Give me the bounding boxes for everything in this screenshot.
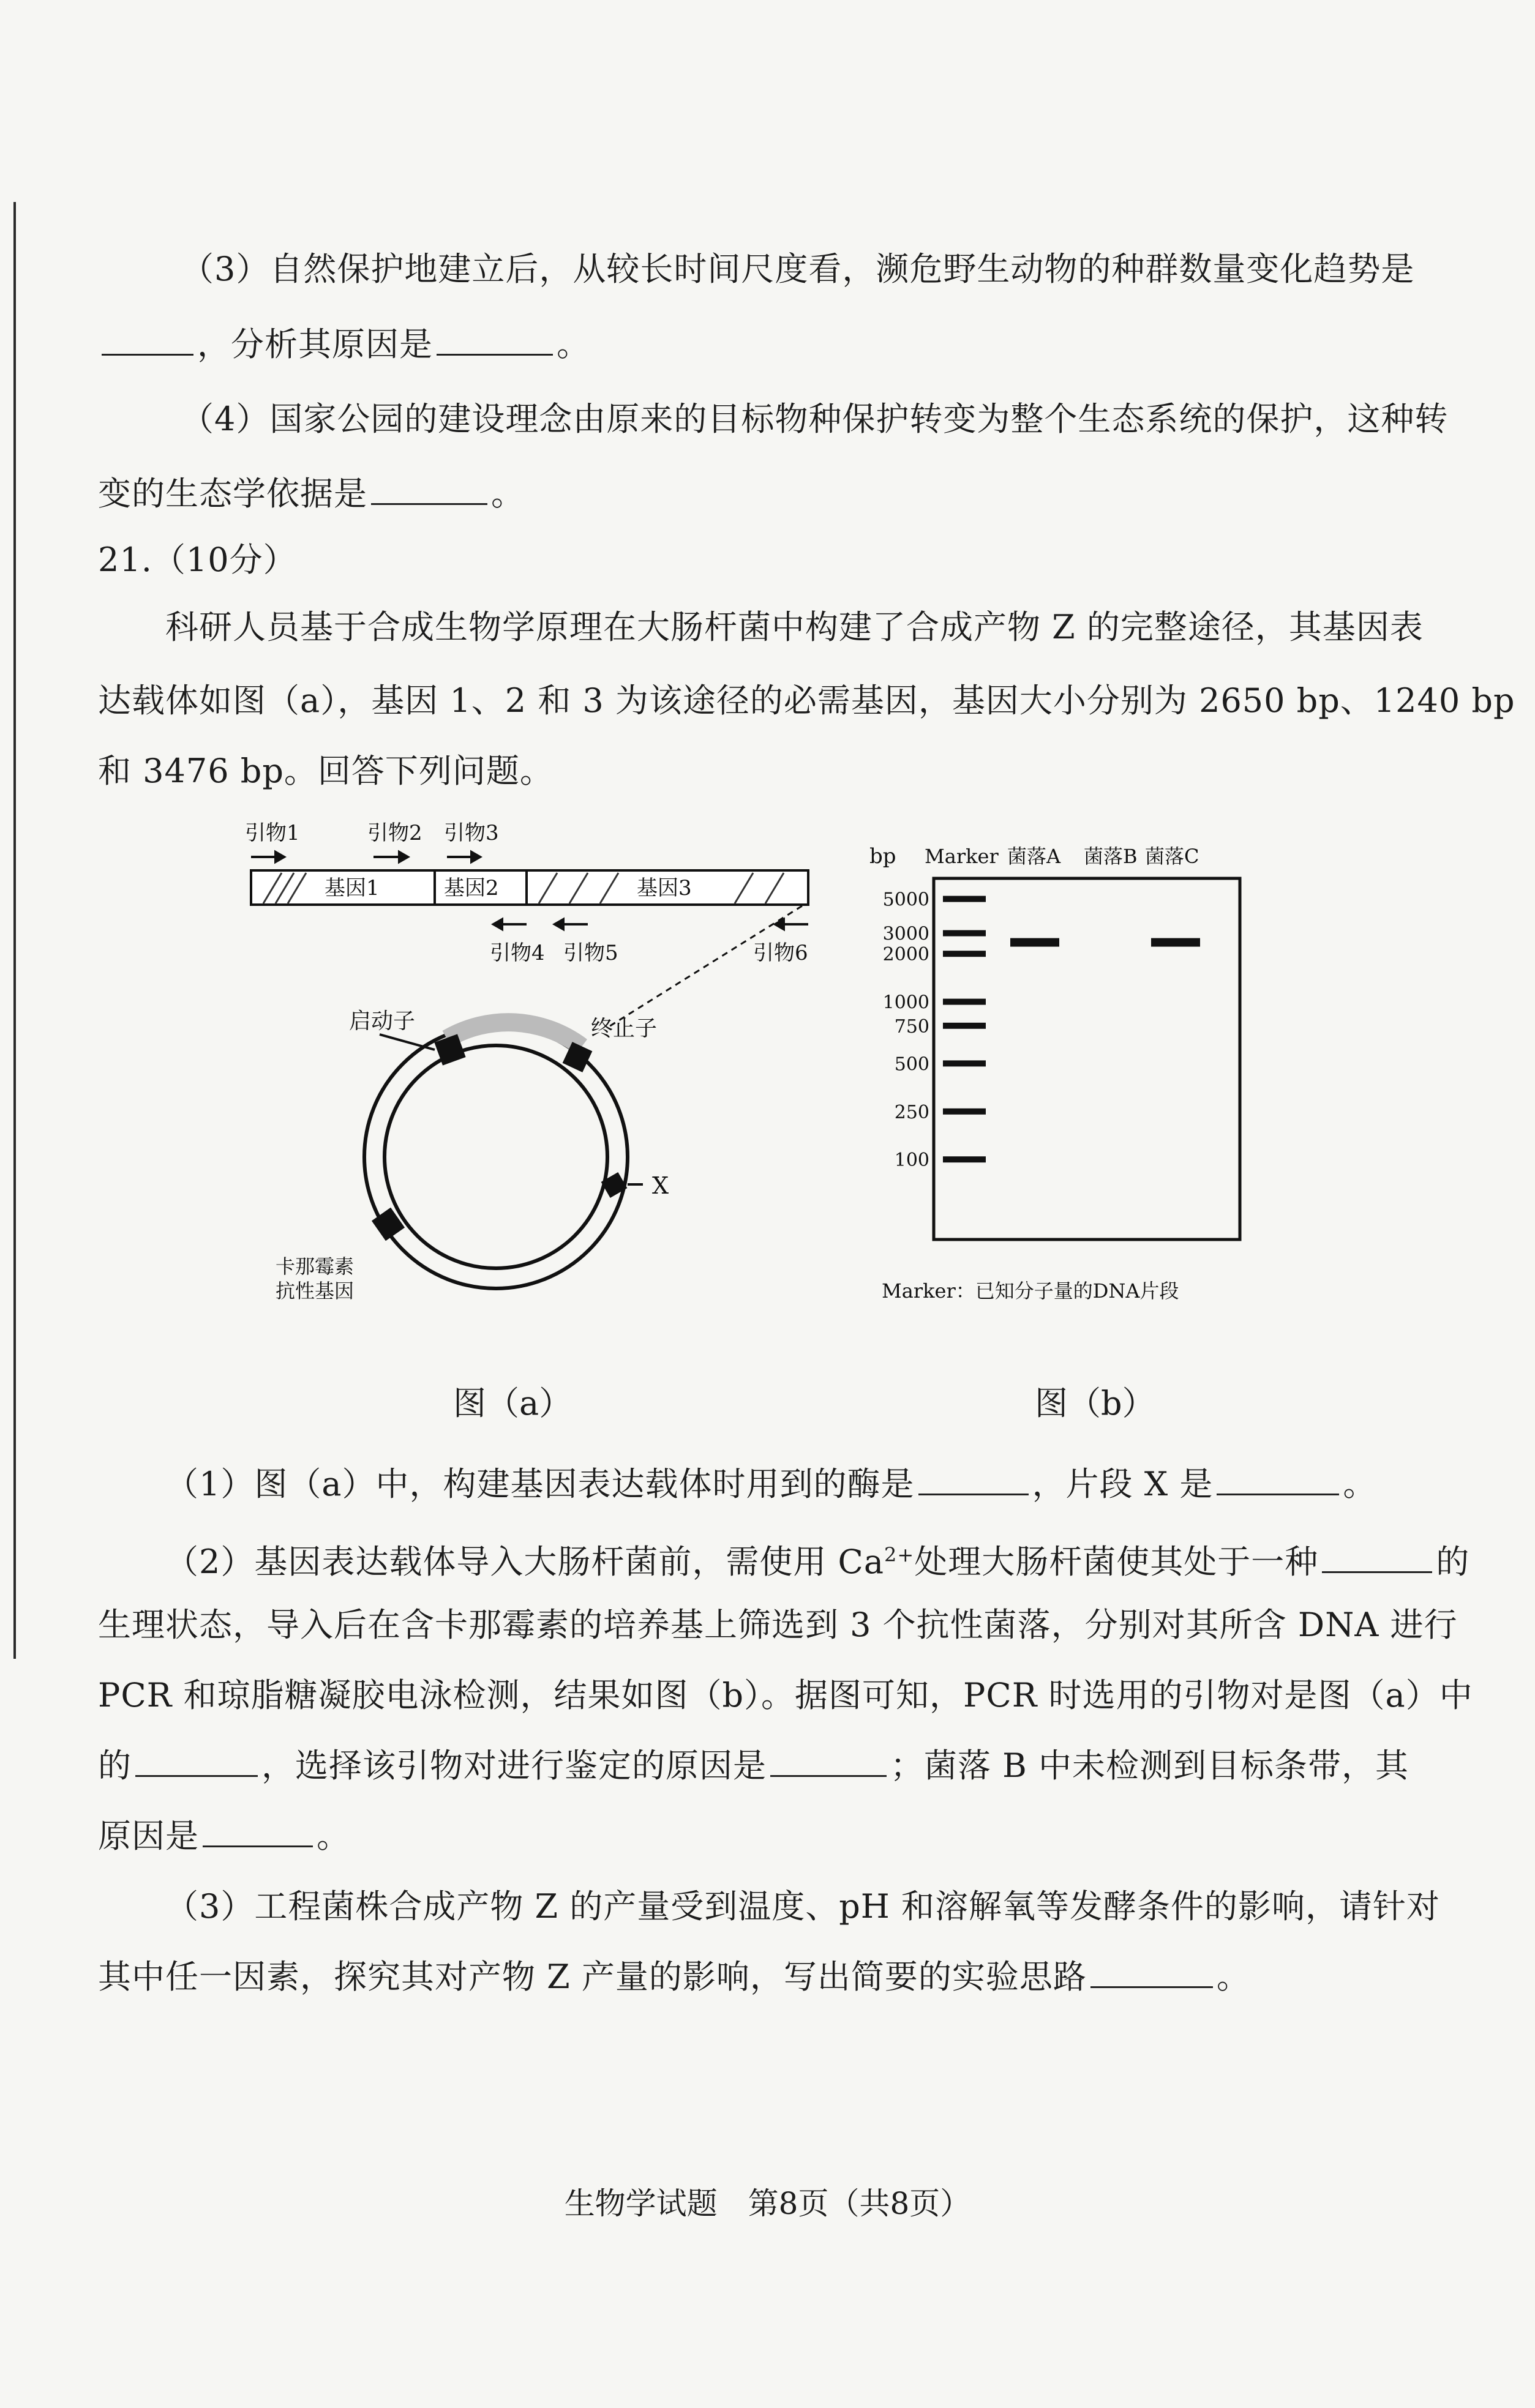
marker-band (943, 930, 986, 937)
figure-b-caption: 图（b） (1035, 1384, 1155, 1423)
q21-part1: （1）图（a）中，构建基因表达载体时用到的酶是 ，片段 X 是 。 (165, 1463, 1376, 1506)
primer4-label: 引物4 (490, 941, 545, 965)
answer-blank[interactable] (770, 1744, 887, 1777)
forward-primer-arrows (251, 852, 480, 862)
kan-resistance-label-2: 抗性基因 (276, 1279, 355, 1303)
marker-size-label: 250 (894, 1101, 929, 1123)
marker-size-label: 3000 (882, 923, 929, 945)
q21-part2-line1: （2）基因表达载体导入大肠杆菌前，需使用 $Ca^{2+}$处理大肠杆菌使其处于一种 的 (165, 1533, 1469, 1584)
answer-blank[interactable] (437, 323, 553, 356)
answer-blank[interactable] (135, 1744, 258, 1777)
primer2-label: 引物2 (367, 821, 422, 845)
q20-part3-line2: ，分析其原因是 。 (98, 323, 590, 366)
marker-band (943, 1060, 986, 1066)
kan-resistance-label-1: 卡那霉素 (276, 1255, 355, 1278)
marker-size-label: 500 (894, 1053, 929, 1075)
primer3-label: 引物3 (444, 821, 499, 845)
marker-band (943, 1156, 986, 1162)
gene1-label: 基因1 (325, 876, 380, 900)
gene3-label: 基因3 (637, 876, 692, 900)
q20-part3-line1: （3）自然保护地建立后，从较长时间尺度看，濒危野生动物的种群数量变化趋势是 (181, 250, 1415, 288)
answer-blank[interactable] (371, 473, 487, 505)
marker-size-label: 750 (894, 1015, 929, 1038)
lane-label-2: 菌落B (1084, 845, 1138, 868)
gene-cassette (251, 870, 808, 905)
lane-label-1: 菌落A (1007, 845, 1061, 868)
marker-size-label: 5000 (882, 889, 929, 911)
q21-part2-line2: 生理状态，导入后在含卡那霉素的培养基上筛选到 3 个抗性菌落，分别对其所含 DNA 进行 (98, 1606, 1458, 1644)
marker-band (943, 1023, 986, 1029)
page-footer: 生物学试题 第8页（共8页） (564, 2186, 971, 2221)
q21-part2-line5: 原因是 。 (98, 1815, 350, 1858)
plasmid-ring (364, 1022, 628, 1288)
marker-size-label: 1000 (882, 992, 929, 1014)
q20-part4-line1: （4）国家公园的建设理念由原来的目标物种保护转变为整个生态系统的保护，这种转 (181, 400, 1449, 438)
primer1-label: 引物1 (245, 821, 300, 845)
q21-header: 21.（10分） (98, 540, 297, 579)
lane-label-0: Marker (925, 845, 999, 868)
lane-label-3: 菌落C (1145, 845, 1199, 868)
answer-blank[interactable] (1090, 1956, 1213, 1988)
marker-size-label: 100 (894, 1150, 929, 1172)
q21-part3-line2: 其中任一因素，探究其对产物 Z 产量的影响，写出简要的实验思路 。 (98, 1956, 1250, 1999)
marker-band (943, 896, 986, 902)
binding-margin-line (13, 202, 16, 1659)
sample-band-3 (1151, 938, 1200, 947)
gene2-label: 基因2 (444, 876, 499, 900)
marker-band (943, 999, 986, 1005)
q20-part4-line2: 变的生态学依据是 。 (98, 473, 525, 515)
marker-size-label: 2000 (882, 944, 929, 966)
answer-blank[interactable] (918, 1463, 1029, 1495)
figure-a-caption: 图（a） (453, 1384, 572, 1423)
answer-blank[interactable] (1217, 1463, 1339, 1495)
answer-blank[interactable] (1322, 1541, 1432, 1573)
q21-intro-line3: 和 3476 bp。回答下列问题。 (98, 752, 554, 790)
q21-intro-line1: 科研人员基于合成生物学原理在大肠杆菌中构建了合成产物 Z 的完整途径，其基因表 (165, 608, 1424, 646)
marker-band (943, 1109, 986, 1115)
sample-band-1 (1010, 938, 1059, 947)
reverse-primer-arrows (494, 919, 808, 929)
figure-a-expression-vector (239, 814, 851, 1353)
q21-part2-line4: 的 ，选择该引物对进行鉴定的原因是 ；菌落 B 中未检测到目标条带，其 (98, 1744, 1409, 1787)
promoter-label: 启动子 (349, 1009, 416, 1034)
bp-axis-label: bp (869, 844, 896, 869)
answer-blank[interactable] (203, 1815, 313, 1847)
gel-note: Marker：已知分子量的DNA片段 (882, 1279, 1179, 1303)
terminator-label: 终止子 (591, 1016, 658, 1041)
answer-blank[interactable] (102, 323, 193, 356)
figure-b-gel (857, 826, 1286, 1365)
marker-band (943, 951, 986, 957)
q21-part2-line3: PCR 和琼脂糖凝胶电泳检测，结果如图（b）。据图可知，PCR 时选用的引物对是图（a）中 (98, 1676, 1473, 1714)
q21-intro-line2: 达载体如图（a），基因 1、2 和 3 为该途径的必需基因，基因大小分别为 2650 bp、1240 bp (98, 681, 1515, 720)
fragment-x-label: X (652, 1172, 669, 1199)
primer5-label: 引物5 (563, 941, 618, 965)
q21-part3-line1: （3）工程菌株合成产物 Z 的产量受到温度、pH 和溶解氧等发酵条件的影响，请针对 (165, 1887, 1441, 1926)
primer6-label: 引物6 (753, 941, 808, 965)
